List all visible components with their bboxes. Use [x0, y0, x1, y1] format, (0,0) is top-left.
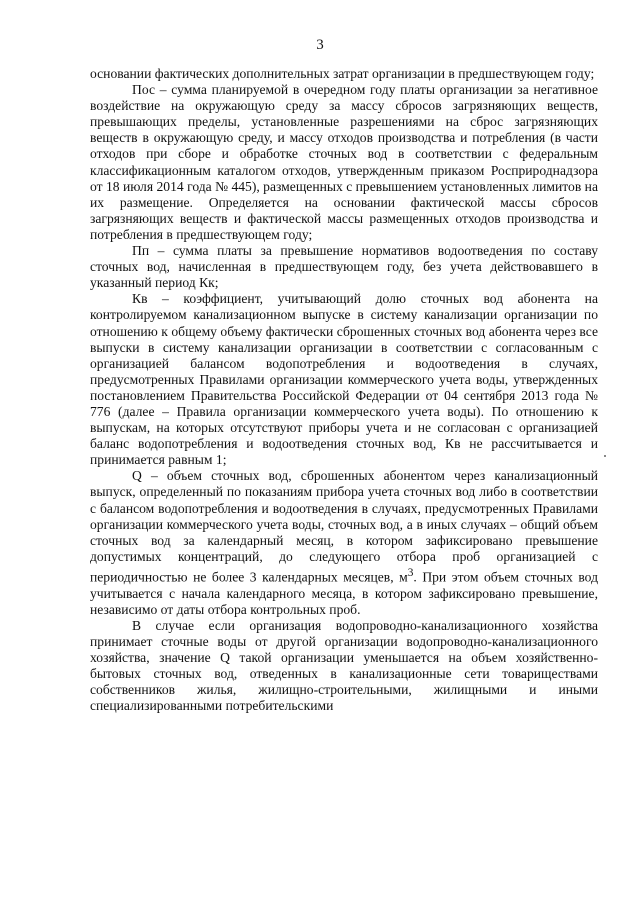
q-definition-text-continued: . При этом объем сточных вод учитывается с начала календарного месяца, в котором зафиксировано превышение, независимо от даты отбора контрольных проб.: [90, 569, 598, 617]
paragraph-pp-definition: Пп – сумма платы за превышение нормативов водоотведения по составу сточных вод, начисленная в предшествующем году, без учета действовавшего в указанный период Кк;: [90, 243, 598, 291]
q-definition-text: Q – объем сточных вод, сброшенных абонентом через канализационный выпуск, определенный по показаниям прибора учета сточных вод либо в соответствии с балансом водопотребления и водоотведения в случаях, предусмотренных Правилами организации коммерческого учета воды, сточных вод, а в иных случаях – общий объем сточных вод за календарный месяц, в котором зафиксировано превышение допустимых концентраций, до следующего отбора проб организацией с периодичностью не более 3 календарных месяцев, м: [90, 468, 598, 585]
cubic-superscript: 3: [407, 566, 414, 579]
paragraph-kv-definition: Кв – коэффициент, учитывающий долю сточных вод абонента на контролируемом канализационном выпуске в систему канализации организации по отношению к общему объему фактически сброшенных сточных вод абонента через все выпуски в систему канализации организации в соответствии с согласованным с организацией балансом водопотребления и водоотведения в случаях, предусмотренных Правилами организации коммерческого учета воды, утвержденных постановлением Правительства Российской Федерации от 04 сентября 2013 года № 776 (далее – Правила организации коммерческого учета воды). По отношению к выпускам, на которых отсутствуют приборы учета и не согласован с организацией баланс водопотребления и водоотведения сточных вод, Кв не рассчитывается и принимается равным 1;: [90, 291, 598, 468]
document-body: [90, 66, 598, 714]
paragraph-q-definition: [90, 468, 598, 617]
paragraph-continuation: основании фактических дополнительных затрат организации в предшествующем году;: [90, 66, 595, 81]
scan-speck: [604, 455, 606, 457]
paragraph-pos-definition: Пос – сумма планируемой в очередном году платы организации за негативное воздействие на окружающую среду за массу сбросов загрязняющих веществ, превышающих пределы, установленные разрешениями на сброс загрязняющих веществ в окружающую среду, и массу отходов производства и потребления (в части отходов при сборе и обработке сточных вод в соответствии с федеральным классификационным каталогом отходов, утвержденным приказом Росприроднадзора от 18 июля 2014 года № 445), размещенных с превышением установленных лимитов на их размещение. Определяется на основании фактической массы сбросов загрязняющих веществ и фактической массы размещенных отходов производства и потребления в предшествующем году;: [90, 82, 598, 242]
page-number: 3: [316, 37, 324, 53]
paragraph-q-reduction: В случае если организация водопроводно-канализационного хозяйства принимает сточные воды от другой организации водопроводно-канализационного хозяйства, значение Q такой организации уменьшается на объем хозяйственно-бытовых сточных вод, отведенных в канализационные сети товариществами собственников жилья, жилищно-строительными, жилищными и иными специализированными потребительскими: [90, 617, 598, 714]
